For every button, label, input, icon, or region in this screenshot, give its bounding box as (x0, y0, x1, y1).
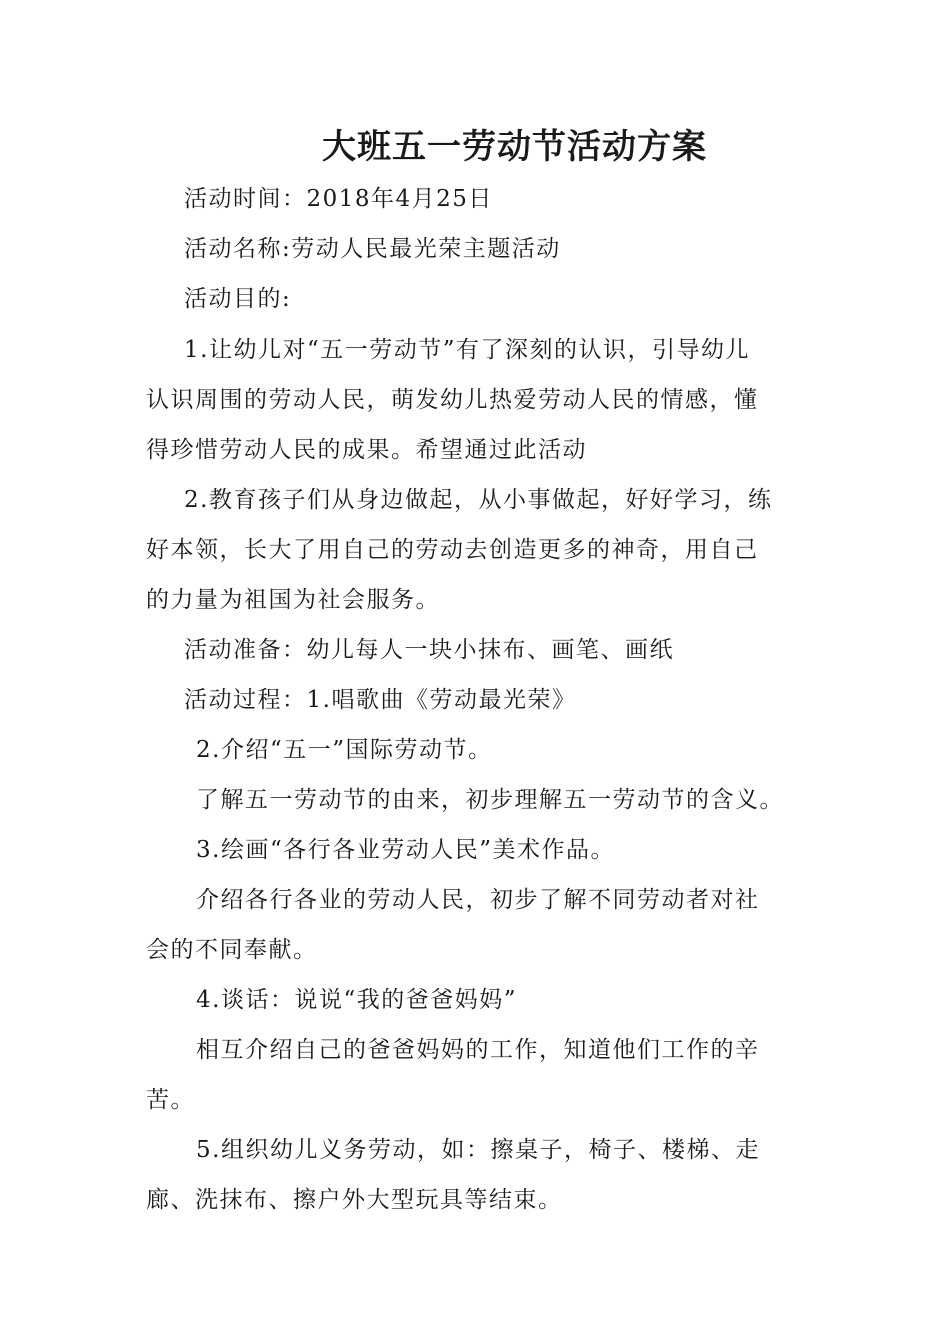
paragraph-line: 得珍惜劳动人民的成果。希望通过此活动 (146, 437, 587, 463)
activity-process-line: 活动过程：1.唱歌曲《劳动最光荣》 (184, 687, 577, 713)
document-title: 大班五一劳动节活动方案 (322, 127, 707, 167)
paragraph-line: 的力量为祖国为社会服务。 (146, 587, 440, 613)
activity-name-line: 活动名称:劳动人民最光荣主题活动 (184, 236, 561, 262)
activity-goal-heading: 活动目的: (184, 286, 292, 312)
paragraph-line: 了解五一劳动节的由来，初步理解五一劳动节的含义。 (196, 787, 784, 813)
paragraph-line: 2.介绍“五一”国际劳动节。 (196, 737, 493, 763)
paragraph-line: 廊、洗抹布、擦户外大型玩具等结束。 (146, 1187, 563, 1213)
paragraph-line: 1.让幼儿对“五一劳动节”有了深刻的认识，引导幼儿 (184, 337, 750, 363)
activity-time-line: 活动时间：2018年4月25日 (184, 186, 493, 212)
activity-prep-line: 活动准备：幼儿每人一块小抹布、画笔、画纸 (184, 637, 674, 663)
paragraph-line: 会的不同奉献。 (146, 937, 318, 963)
paragraph-line: 3.绘画“各行各业劳动人民”美术作品。 (196, 837, 615, 863)
paragraph-line: 苦。 (146, 1087, 195, 1113)
paragraph-line: 5.组织幼儿义务劳动，如：擦桌子，椅子、楼梯、走 (196, 1137, 760, 1163)
paragraph-line: 2.教育孩子们从身边做起，从小事做起，好好学习，练 (184, 487, 773, 513)
paragraph-line: 认识周围的劳动人民，萌发幼儿热爱劳动人民的情感，懂 (146, 387, 759, 413)
paragraph-line: 相互介绍自己的爸爸妈妈的工作，知道他们工作的辛 (196, 1037, 760, 1063)
paragraph-line: 好本领，长大了用自己的劳动去创造更多的神奇，用自己 (146, 537, 759, 563)
paragraph-line: 4.谈话：说说“我的爸爸妈妈” (196, 987, 517, 1013)
paragraph-line: 介绍各行各业的劳动人民，初步了解不同劳动者对社 (196, 887, 760, 913)
